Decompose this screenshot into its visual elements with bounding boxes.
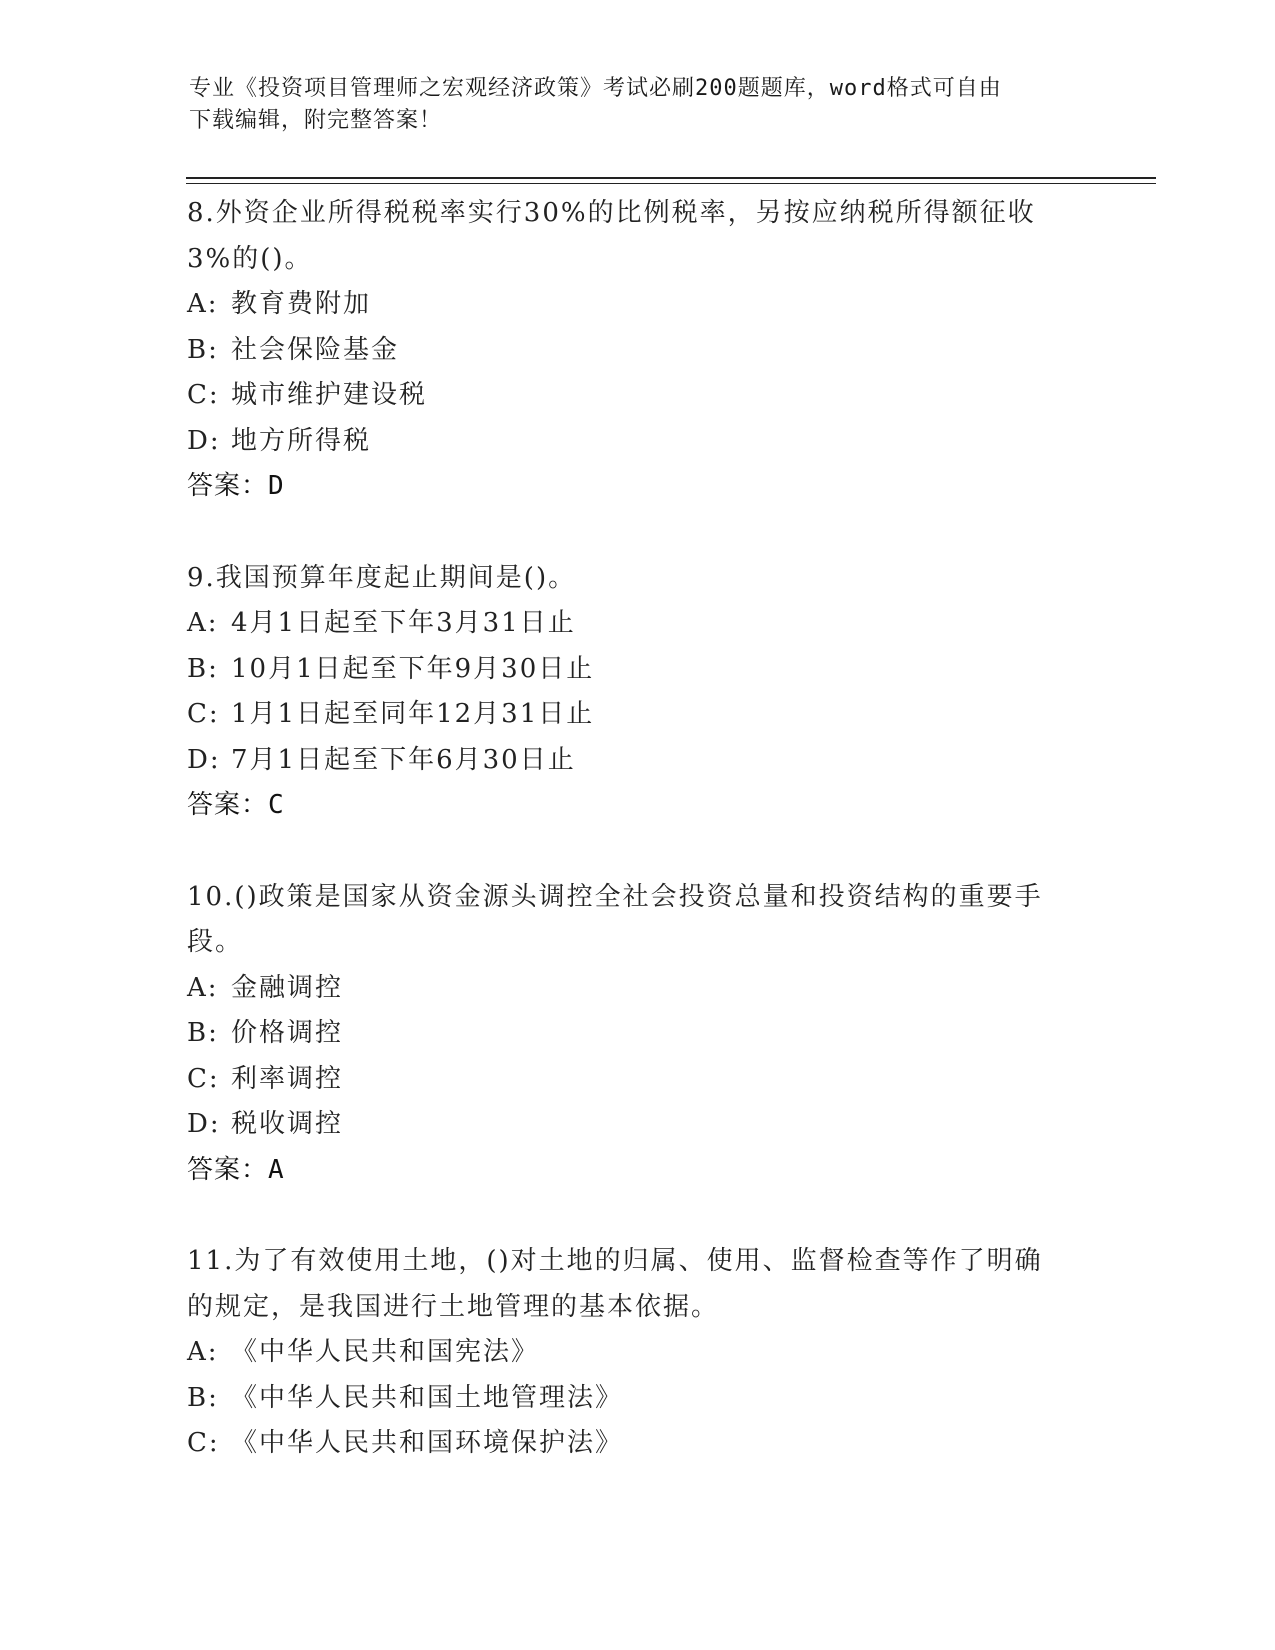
option-a: [187, 1330, 1087, 1376]
question-stem-line: 3%的()。: [187, 243, 313, 274]
question-spacer: [187, 829, 1087, 875]
option-letter: C:: [187, 699, 220, 729]
header-line-2: 下载编辑，附完整答案！: [189, 108, 443, 133]
question-11: [187, 1239, 1087, 1467]
question-stem-line: 9.我国预算年度起止期间是()。: [187, 562, 577, 593]
option-a: [187, 282, 1087, 328]
option-letter: B:: [187, 334, 219, 365]
option-text: 地方所得税: [231, 425, 372, 456]
option-text: 社会保险基金: [231, 334, 400, 365]
question-spacer: [187, 1193, 1087, 1239]
option-a: [187, 966, 1087, 1012]
option-c: [187, 1421, 1087, 1467]
option-letter: C:: [187, 380, 220, 410]
option-letter: C:: [187, 1063, 220, 1094]
option-text: 1月1日起至同年12月31日止: [231, 699, 595, 729]
option-b: [187, 1011, 1087, 1057]
answer-line: 答案：D: [187, 471, 285, 501]
question-stem-line: 段。: [187, 927, 244, 957]
question-stem-line: 11.为了有效使用土地，()对土地的归属、使用、监督检查等作了明确: [187, 1246, 1043, 1276]
question-10: [187, 875, 1087, 1194]
option-d: [187, 1102, 1087, 1148]
option-text: 7月1日起至下年6月30日止: [231, 744, 576, 775]
question-stem-line: 8.外资企业所得税税率实行30%的比例税率，另按应纳税所得额征收: [187, 198, 1036, 228]
option-b: [187, 647, 1087, 693]
option-text: 10月1日起至下年9月30日止: [231, 653, 595, 684]
option-c: [187, 373, 1087, 419]
option-text: 城市维护建设税: [231, 380, 428, 410]
option-letter: B:: [187, 653, 219, 684]
option-b: [187, 1376, 1087, 1422]
option-text: 4月1日起至下年3月31日止: [231, 608, 576, 638]
header-line-1: 专业《投资项目管理师之宏观经济政策》考试必刷200题题库，word格式可自由: [189, 76, 1002, 101]
option-c: [187, 1057, 1087, 1103]
question-stem-line: 的规定，是我国进行土地管理的基本依据。: [187, 1291, 720, 1322]
option-text: 教育费附加: [231, 289, 372, 319]
option-text: 税收调控: [231, 1109, 344, 1139]
question-list: [187, 191, 1087, 1467]
answer-line: 答案：C: [187, 790, 285, 820]
option-text: 利率调控: [231, 1063, 344, 1094]
option-d: [187, 738, 1087, 784]
option-letter: A:: [187, 289, 219, 319]
question-spacer: [187, 510, 1087, 556]
option-a: [187, 601, 1087, 647]
answer-line: 答案：A: [187, 1154, 285, 1185]
option-letter: D:: [187, 744, 221, 775]
question-stem-line: 10.()政策是国家从资金源头调控全社会投资总量和投资结构的重要手: [187, 881, 1043, 912]
header-divider-thick: [186, 177, 1156, 179]
option-letter: B:: [187, 1018, 219, 1048]
option-letter: A:: [187, 1337, 219, 1367]
option-letter: A:: [187, 608, 219, 638]
option-letter: D:: [187, 425, 221, 456]
question-8: [187, 191, 1087, 510]
option-text: 价格调控: [231, 1018, 344, 1048]
option-letter: A:: [187, 972, 219, 1003]
option-text: 《中华人民共和国宪法》: [231, 1337, 540, 1367]
header-divider-thin: [186, 183, 1156, 184]
option-b: [187, 328, 1087, 374]
option-text: 《中华人民共和国土地管理法》: [231, 1382, 624, 1413]
question-9: [187, 556, 1087, 829]
document-header: [189, 73, 1089, 137]
option-letter: B:: [187, 1382, 219, 1413]
option-text: 《中华人民共和国环境保护法》: [231, 1428, 624, 1458]
option-letter: C:: [187, 1428, 220, 1458]
option-d: [187, 419, 1087, 465]
option-c: [187, 692, 1087, 738]
option-text: 金融调控: [231, 972, 344, 1003]
option-letter: D:: [187, 1109, 221, 1139]
